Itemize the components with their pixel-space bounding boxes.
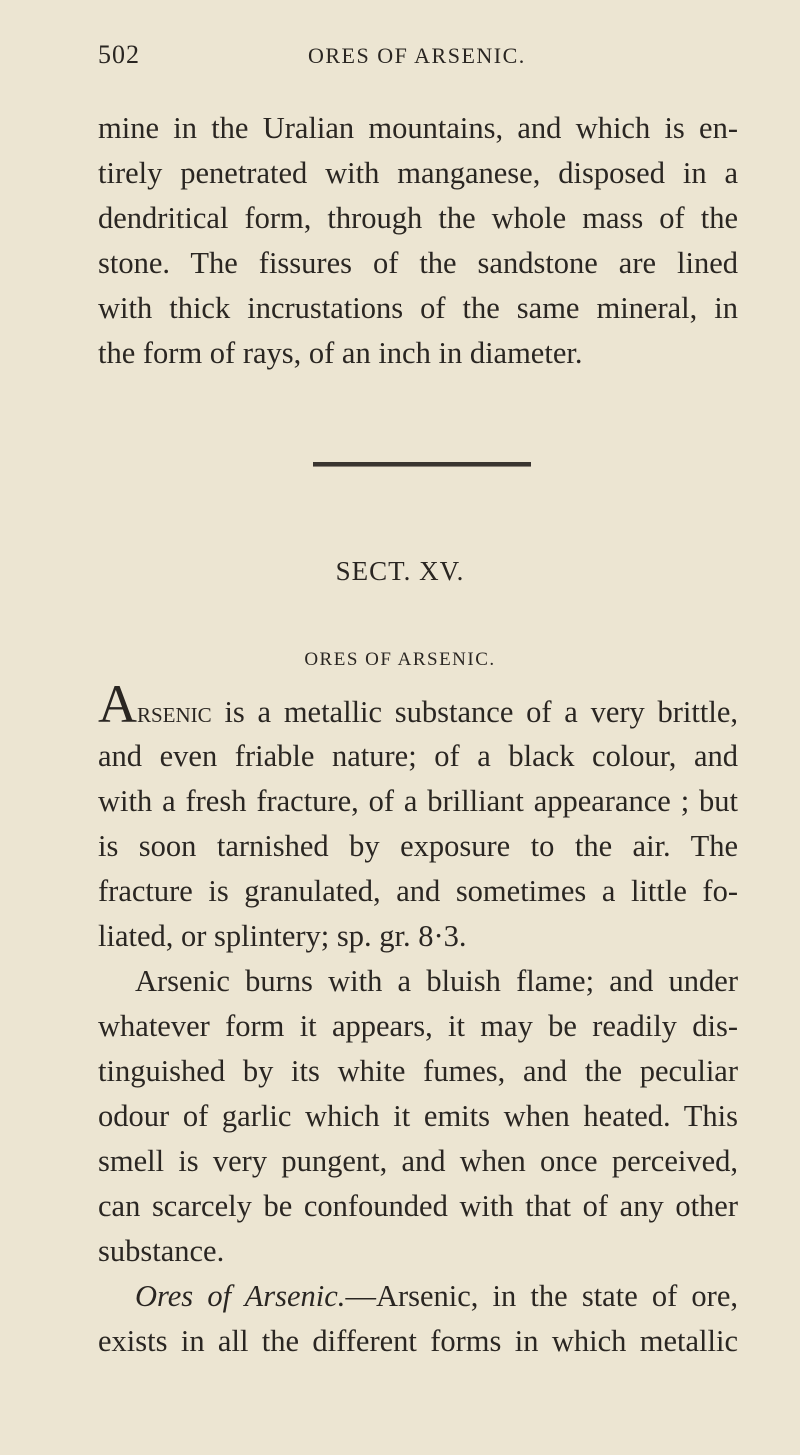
text-line: with thick incrustations of the same mineral, in <box>98 291 738 325</box>
text-line: fracture is granulated, and sometimes a little fo- <box>98 874 738 908</box>
text-line: tinguished by its white fumes, and the peculiar <box>98 1054 738 1088</box>
text-line: and even friable nature; of a black colour, and <box>98 739 738 773</box>
body-text <box>98 674 738 1364</box>
smallcaps-word: rsenic <box>137 695 212 729</box>
text-line: with a fresh fracture, of a brilliant appearance ; but <box>98 784 738 818</box>
italic-heading: Ores of Arsenic. <box>135 1279 346 1313</box>
text-line: can scarcely be confounded with that of any other <box>98 1189 738 1223</box>
running-title: ORES OF ARSENIC. <box>308 43 526 68</box>
text-line: is soon tarnished by exposure to the air. The <box>98 829 738 863</box>
text-line: whatever form it appears, it may be readily dis- <box>98 1009 738 1043</box>
intro-paragraph <box>98 106 738 376</box>
section-heading: SECT. XV. <box>335 556 465 586</box>
running-head <box>98 40 738 80</box>
section-divider-rule <box>313 462 531 467</box>
drop-cap: A <box>98 674 137 734</box>
text-line: dendritical form, through the whole mass of the <box>98 201 738 235</box>
text-line: substance. <box>98 1234 225 1268</box>
text-line: mine in the Uralian mountains, and which is en- <box>98 111 738 145</box>
text-run: is a metallic substance of a very brittle, <box>211 695 738 729</box>
text-line: tirely penetrated with manganese, disposed in a <box>98 156 738 190</box>
text-line: the form of rays, of an inch in diameter. <box>98 336 583 370</box>
text-line: Arsenic burns with a bluish flame; and under <box>135 964 738 998</box>
text-line <box>98 1274 738 1319</box>
text-line: smell is very pungent, and when once perceived, <box>98 1144 738 1178</box>
text-run: —Arsenic, in the state of ore, <box>345 1279 738 1313</box>
text-line: liated, or splintery; sp. gr. 8·3. <box>98 919 467 953</box>
page-number: 502 <box>98 40 140 69</box>
section-subtitle: ORES OF ARSENIC. <box>304 649 496 670</box>
text-line <box>98 674 738 734</box>
text-line: stone. The fissures of the sandstone are lined <box>98 246 738 280</box>
text-line: exists in all the different forms in which metallic <box>98 1324 738 1358</box>
text-line: odour of garlic which it emits when heated. This <box>98 1099 738 1133</box>
